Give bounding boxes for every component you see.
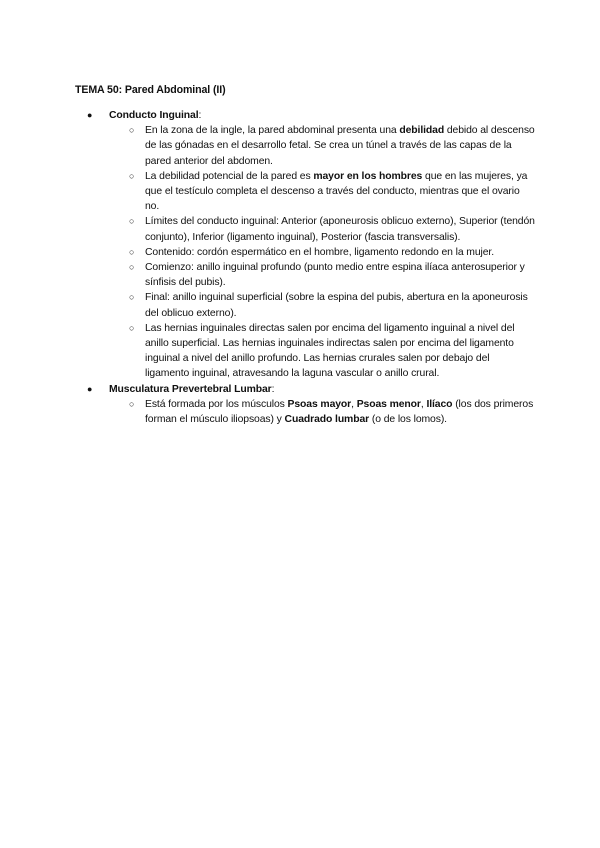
bullet-filled-icon: ● — [87, 110, 93, 120]
list-item — [75, 397, 535, 427]
bullet-hollow-icon: ○ — [129, 262, 135, 273]
bullet-hollow-icon: ○ — [129, 170, 135, 181]
section-conducto-inguinal: ● Conducto Inguinal: — [75, 108, 535, 123]
document-body — [75, 108, 535, 427]
bullet-hollow-icon: ○ — [129, 125, 135, 136]
section-heading: Conducto Inguinal — [109, 110, 199, 121]
list-item-text: Final: anillo inguinal superficial (sobre la espina del pubis, abertura en la aponeurosis del oblicuo externo). — [145, 292, 528, 319]
list-item-text: Está formada por los músculos Psoas mayor, Psoas menor, Ilíaco (los dos primeros forman el músculo iliopsoas) y Cuadrado lumbar (o de los lomos). — [145, 398, 534, 426]
list-item — [75, 245, 535, 260]
list-item — [75, 214, 535, 244]
bullet-filled-icon: ● — [87, 383, 93, 394]
bullet-hollow-icon: ○ — [129, 292, 135, 303]
section-heading: Musculatura Prevertebral Lumbar — [109, 383, 272, 395]
bullet-hollow-icon: ○ — [129, 216, 135, 227]
list-item — [75, 169, 535, 215]
list-item-text: Contenido: cordón espermático en el hombre, ligamento redondo en la mujer. — [145, 246, 494, 258]
list-item — [75, 290, 535, 320]
list-item — [75, 123, 535, 169]
bullet-hollow-icon: ○ — [129, 398, 135, 409]
list-item — [75, 321, 535, 382]
list-item-text: Comienzo: anillo inguinal profundo (punto medio entre espina ilíaca anterosuperior y sínfisis del pubis). — [145, 262, 525, 289]
list-item-text: En la zona de la ingle, la pared abdominal presenta una debilidad debido al descenso de las gónadas en el desarrollo fetal. Se crea un túnel a través de las capas de la pared anterior del abdomen. — [145, 125, 535, 167]
section-musculatura-prevertebral: ● Musculatura Prevertebral Lumbar: — [75, 382, 535, 397]
page-title: TEMA 50: Pared Abdominal (II) — [75, 84, 226, 96]
list-item-text: La debilidad potencial de la pared es mayor en los hombres que en las mujeres, ya que el testículo completa el descenso a través del conducto, mientras que el ovario no. — [145, 170, 528, 213]
list-item-text: Las hernias inguinales directas salen por encima del ligamento inguinal a nivel del anillo superficial. Las hernias inguinales indirectas salen por encima del ligamento inguinal a nivel del anillo profundo. Las hernias crurales salen por debajo del ligamento inguinal, atravesando la laguna vascular o anillo crural. — [145, 322, 515, 380]
bullet-hollow-icon: ○ — [129, 246, 135, 257]
list-item — [75, 260, 535, 290]
list-item-text: Límites del conducto inguinal: Anterior (aponeurosis oblicuo externo), Superior (tendón conjunto), Inferior (ligamento inguinal), Posterior (fascia transversalis). — [145, 216, 535, 243]
bullet-hollow-icon: ○ — [129, 322, 135, 333]
